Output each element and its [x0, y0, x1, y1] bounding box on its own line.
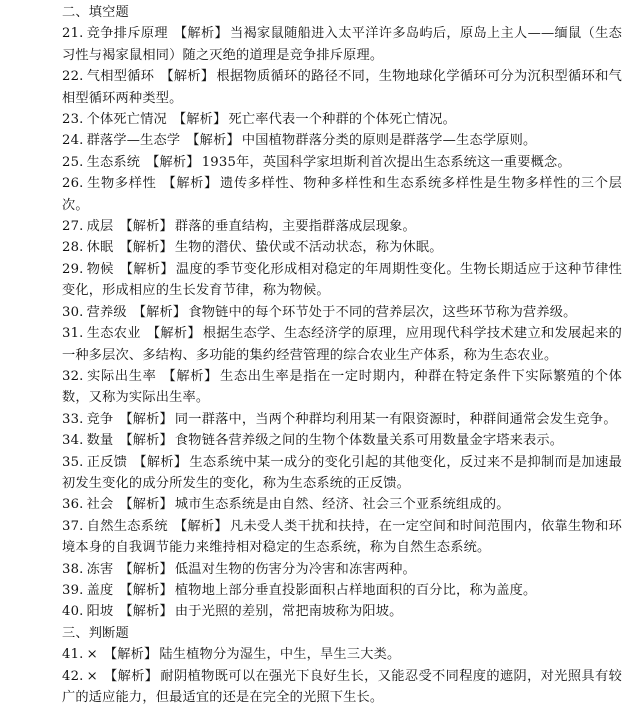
- analysis-tag: 【解析】: [160, 69, 215, 85]
- analysis-tag: 【解析】: [119, 411, 173, 427]
- analysis-tag: 【解析】: [119, 497, 173, 513]
- analysis-text: 1935年，英国科学家坦斯利首次提出生态系统这一重要概念。: [201, 154, 571, 170]
- answer-item: [62, 23, 622, 66]
- answer-item: [62, 323, 622, 366]
- question-number: 38.: [62, 561, 84, 577]
- analysis-tag: 【解析】: [133, 454, 188, 470]
- answer-text: 竞争排斥原理: [86, 26, 168, 42]
- analysis-text: 城市生态系统是由自然、经济、社会三个亚系统组成的。: [174, 497, 510, 513]
- analysis-text: 陆生植物分为湿生，中生，旱生三大类。: [159, 647, 401, 663]
- answer-item: [62, 216, 622, 237]
- answer-item: [62, 494, 622, 515]
- answer-text: 气相型循环: [86, 69, 155, 85]
- answer-item: [62, 66, 622, 109]
- answer-text: ×: [86, 668, 98, 684]
- analysis-tag: 【解析】: [119, 219, 173, 235]
- answer-text: 实际出生率: [86, 368, 157, 384]
- question-number: 36.: [62, 497, 84, 513]
- analysis-text: 群落的垂直结构，主要指群落成层现象。: [174, 219, 416, 235]
- answer-text: 物候: [86, 261, 114, 277]
- answer-item: [62, 452, 622, 495]
- analysis-tag: 【解析】: [132, 304, 187, 320]
- analysis-text: 根据物质循环的路径不同，生物地球化学循环可分为沉积型循环和气相型循环两种类型。: [62, 69, 622, 106]
- analysis-tag: 【解析】: [162, 368, 218, 384]
- analysis-text: 食物链各营养级之间的生物个体数量关系可用数量金字塔来表示。: [174, 433, 564, 449]
- analysis-tag: 【解析】: [119, 561, 173, 577]
- document-page: [62, 2, 622, 708]
- analysis-text: 死亡率代表一个种群的个体死亡情况。: [228, 112, 457, 128]
- answer-text: 数量: [86, 433, 114, 449]
- question-number: 34.: [62, 433, 84, 449]
- answer-text: 休眠: [86, 240, 114, 256]
- question-number: 41.: [62, 647, 84, 663]
- answer-item: [62, 666, 622, 709]
- answer-text: 竞争: [86, 411, 114, 427]
- answer-text: ×: [86, 647, 98, 663]
- question-number: 33.: [62, 411, 84, 427]
- answer-item: [62, 152, 622, 173]
- analysis-tag: 【解析】: [119, 433, 173, 449]
- answer-text: 正反馈: [86, 454, 128, 470]
- answer-item: [62, 366, 622, 409]
- analysis-text: 同一群落中，当两个种群均利用某一有限资源时，种群间通常会发生竞争。: [174, 411, 617, 427]
- question-number: 25.: [62, 154, 84, 170]
- analysis-tag: 【解析】: [119, 240, 173, 256]
- answer-item: [62, 644, 622, 665]
- analysis-tag: 【解析】: [119, 261, 174, 277]
- analysis-tag: 【解析】: [146, 326, 201, 342]
- analysis-text: 温度的季节变化形成相对稳定的年周期性变化。生物长期适应于这种节律性变化，形成相应的生长发育节律，称为物候。: [62, 261, 622, 299]
- analysis-tag: 【解析】: [172, 112, 227, 128]
- analysis-text: 当褐家鼠随船进入太平洋许多岛屿后，原岛上主人——缅鼠（生态习性与褐家鼠相同）随之灭绝的道理是竞争排斥原理。: [62, 26, 622, 63]
- analysis-text: 生态系统中某一成分的变化引起的其他变化，反过来不是抑制而是加速最初发生变化的成分所发生的变化，称为生态系统的正反馈。: [62, 454, 622, 491]
- analysis-tag: 【解析】: [173, 518, 228, 534]
- analysis-text: 植物地上部分垂直投影面积占样地面积的百分比，称为盖度。: [174, 582, 537, 598]
- answer-text: 社会: [86, 497, 114, 513]
- question-number: 28.: [62, 240, 84, 256]
- analysis-tag: 【解析】: [173, 26, 228, 42]
- answer-text: 生态农业: [86, 326, 141, 342]
- answer-text: 营养级: [86, 304, 127, 320]
- analysis-text: 耐阴植物既可以在强光下良好生长，又能忍受不同程度的遮阴，对光照具有较广的适应能力，但最适宜的还是在完全的光照下生长。: [62, 668, 622, 705]
- answer-item: [62, 173, 622, 216]
- answer-text: 生物多样性: [86, 176, 157, 192]
- analysis-tag: 【解析】: [186, 133, 240, 149]
- question-number: 27.: [62, 219, 84, 235]
- answer-text: 自然生态系统: [86, 518, 168, 534]
- question-number: 31.: [62, 326, 84, 342]
- analysis-tag: 【解析】: [103, 647, 158, 663]
- answer-text: 冻害: [86, 561, 114, 577]
- analysis-text: 食物链中的每个环节处于不同的营养层次，这些环节称为营养级。: [188, 304, 577, 320]
- analysis-text: 生物的潜伏、蛰伏或不活动状态，称为休眠。: [174, 240, 443, 256]
- answer-item: [62, 580, 622, 601]
- answer-text: 成层: [86, 219, 114, 235]
- answer-text: 群落学—生态学: [86, 133, 181, 149]
- answer-item: [62, 601, 622, 622]
- judge-answer-list: [62, 644, 622, 708]
- analysis-tag: 【解析】: [146, 154, 200, 170]
- analysis-text: 中国植物群落分类的原则是群落学—生态学原则。: [241, 133, 537, 149]
- question-number: 37.: [62, 518, 84, 534]
- analysis-text: 根据生态学、生态经济学的原理，应用现代科学技术建立和发展起来的一种多层次、多结构、多功能的集约经营管理的综合农业生产体系，称为生态农业。: [62, 326, 622, 363]
- answer-text: 个体死亡情况: [86, 112, 167, 128]
- answer-text: 生态系统: [86, 154, 141, 170]
- analysis-tag: 【解析】: [119, 582, 173, 598]
- answer-text: 阳坡: [86, 604, 114, 620]
- answer-item: [62, 559, 622, 580]
- analysis-text: 遗传多样性、物种多样性和生态系统多样性是生物多样性的三个层次。: [62, 176, 622, 213]
- answer-item: [62, 516, 622, 559]
- fill-answer-list: [62, 23, 622, 622]
- section-heading-judge: 三、判断题: [62, 625, 129, 641]
- question-number: 29.: [62, 261, 84, 277]
- answer-item: [62, 302, 622, 323]
- question-number: 40.: [62, 604, 84, 620]
- question-number: 39.: [62, 582, 84, 598]
- analysis-text: 由于光照的差别，常把南坡称为阳坡。: [174, 604, 403, 620]
- analysis-tag: 【解析】: [103, 668, 159, 684]
- question-number: 23.: [62, 112, 84, 128]
- answer-item: [62, 237, 622, 258]
- section-heading-fill: 二、填空题: [62, 5, 129, 20]
- analysis-tag: 【解析】: [119, 604, 173, 620]
- question-number: 35.: [62, 454, 84, 470]
- question-number: 22.: [62, 69, 84, 85]
- question-number: 26.: [62, 176, 84, 192]
- answer-item: [62, 430, 622, 451]
- analysis-text: 低温对生物的伤害分为冷害和冻害两种。: [174, 561, 416, 577]
- analysis-text: 生态出生率是指在一定时期内，种群在特定条件下实际繁殖的个体数，又称为实际出生率。: [62, 368, 622, 406]
- question-number: 21.: [62, 26, 84, 42]
- answer-item: [62, 130, 622, 151]
- answer-text: 盖度: [86, 582, 114, 598]
- question-number: 24.: [62, 133, 84, 149]
- question-number: 30.: [62, 304, 84, 320]
- question-number: 42.: [62, 668, 84, 684]
- analysis-tag: 【解析】: [162, 176, 218, 192]
- question-number: 32.: [62, 368, 84, 384]
- answer-item: [62, 259, 622, 302]
- answer-item: [62, 109, 622, 130]
- answer-item: [62, 409, 622, 430]
- analysis-text: 凡未受人类干扰和扶持，在一定空间和时间范围内，依靠生物和环境本身的自我调节能力来维持相对稳定的生态系统，称为自然生态系统。: [62, 518, 622, 556]
